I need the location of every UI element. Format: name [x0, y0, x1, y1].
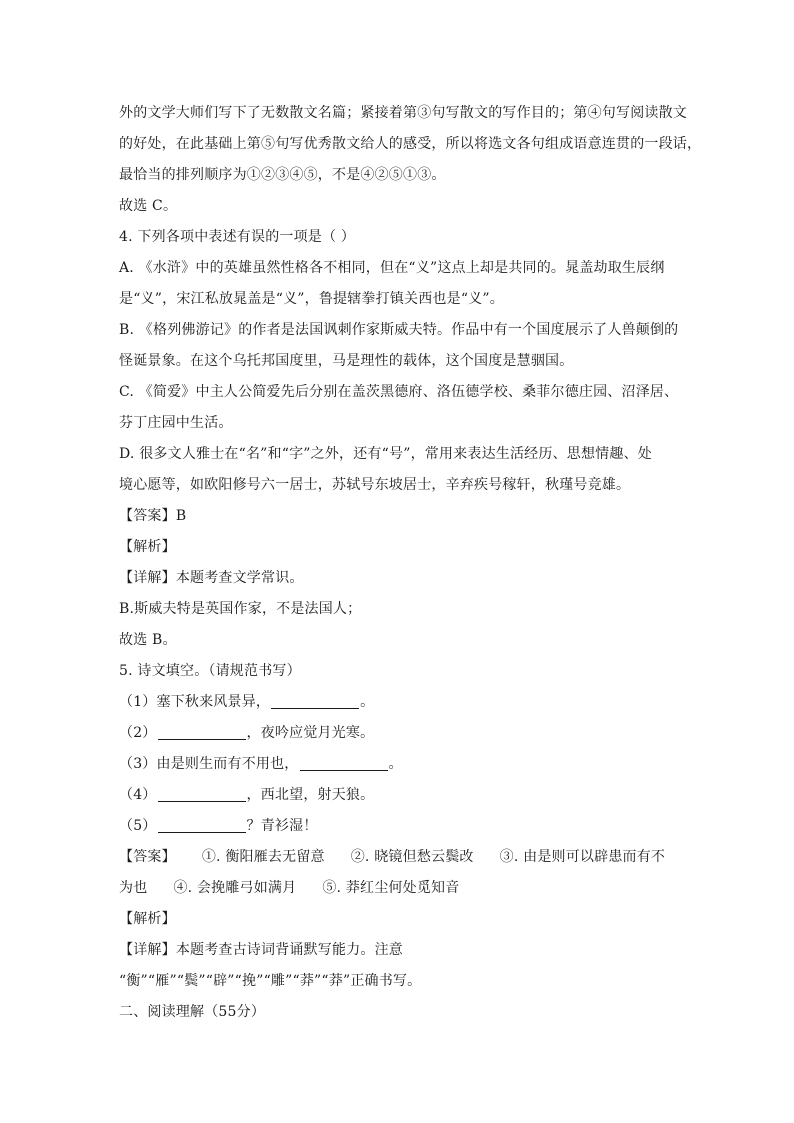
detail-tag: 【详解】 — [119, 570, 176, 586]
paragraph-line: 最恰当的排列顺序为①②③④⑤，不是④②⑤①③。 — [119, 167, 446, 183]
fill-blank-suffix: 。 — [388, 756, 403, 772]
answer-item: ⑤. 莽红尘何处觅知音 — [322, 880, 460, 896]
blank-line — [158, 818, 246, 833]
fill-blank-prefix: （1）塞下秋来风景异， — [119, 694, 271, 710]
detail-tag: 【详解】 — [119, 942, 176, 958]
question-5-title: 5. 诗文填空。（请规范书写） — [119, 663, 301, 679]
fill-blank-prefix: （4） — [119, 787, 157, 803]
fill-blank-item — [119, 687, 679, 718]
fill-blank-prefix: （5） — [119, 818, 157, 834]
choice-line: 故选 B。 — [119, 632, 177, 648]
paragraph-line: 的好处，在此基础上第⑤句写优秀散文给人的感受，所以将选文各句组成语意连贯的一段话， — [119, 136, 702, 152]
fill-blank-item — [119, 718, 679, 749]
answer-line — [119, 501, 679, 532]
answer-item: ②. 晓镜但愁云鬓改 — [350, 849, 474, 865]
answer-tag: 【答案】 — [119, 508, 176, 524]
option-c-line: C. 《简爱》中主人公简爱先后分别在盖茨黑德府、洛伍德学校、桑菲尔德庄园、沼泽居、 — [119, 384, 679, 400]
answer-item: ①. 衡阳雁去无留意 — [201, 849, 325, 865]
question-4-title: 4. 下列各项中表述有误的一项是（ ） — [119, 229, 356, 245]
detail-line — [119, 935, 679, 966]
blank-line — [158, 787, 246, 802]
paragraph-line: 外的文学大师们写下了无数散文名篇；紧接着第③句写散文的写作目的；第④句写阅读散文 — [119, 105, 687, 121]
answer-tag: 【答案】 — [119, 849, 176, 865]
answer-item: ④. 会挽雕弓如满月 — [173, 880, 297, 896]
fill-blank-suffix: ？青衫湿！ — [246, 818, 318, 834]
answer-item: ③. 由是则可以辟患而有不 — [499, 849, 666, 865]
section-heading: 二、阅读理解（55分） — [119, 1004, 266, 1020]
blank-line — [300, 756, 388, 771]
detail-line — [119, 563, 679, 594]
fill-blank-suffix: ，西北望，射天狼。 — [246, 787, 375, 803]
blank-line — [271, 694, 359, 709]
detail-text: 本题考查古诗词背诵默写能力。注意 — [175, 942, 404, 958]
option-a-line: A. 《水浒》中的英雄虽然性格各不相同，但在“义”这点上却是共同的。晁盖劫取生辰纲 — [119, 260, 665, 276]
fill-blank-suffix: ，夜吟应觉月光寒。 — [246, 725, 375, 741]
option-d-line: D. 很多文人雅士在“名”和“字”之外，还有“号”，常用来表达生活经历、思想情趣、处 — [119, 446, 652, 462]
answer-value: B — [175, 508, 187, 524]
blank-line — [158, 725, 246, 740]
reason-line: B.斯威夫特是英国作家，不是法国人； — [119, 601, 362, 617]
choice-line: 故选 C。 — [119, 198, 178, 214]
fill-blank-item — [119, 749, 679, 780]
fill-blank-item — [119, 780, 679, 811]
fill-blank-item — [119, 811, 679, 842]
option-b-line: B. 《格列佛游记》的作者是法国讽刺作家斯威夫特。作品中有一个国度展示了人兽颠倒的 — [119, 322, 679, 338]
option-c-line: 芬丁庄园中生活。 — [119, 415, 233, 431]
detail-text: 本题考查文学常识。 — [175, 570, 304, 586]
analysis-tag: 【解析】 — [119, 539, 176, 555]
detail-words: “衡”“雁”“鬓”“辟”“挽”“雕”“莽”“莽”正确书写。 — [119, 973, 422, 989]
fill-blank-prefix: （3）由是则生而有不用也， — [119, 756, 299, 772]
answer-line — [119, 842, 679, 873]
option-b-line: 怪诞景象。在这个乌托邦国度里，马是理性的载体，这个国度是慧骃国。 — [119, 353, 574, 369]
answer-item: 为也 — [119, 880, 148, 896]
fill-blank-suffix: 。 — [360, 694, 375, 710]
analysis-tag: 【解析】 — [119, 911, 176, 927]
fill-blank-prefix: （2） — [119, 725, 157, 741]
option-d-line: 境心愿等，如欧阳修号六一居士，苏轼号东坡居士，辛弃疾号稼轩，秋瑾号竞雄。 — [119, 477, 631, 493]
option-a-line: 是“义”，宋江私放晁盖是“义”，鲁提辖拳打镇关西也是“义”。 — [119, 291, 504, 307]
answer-line — [119, 873, 679, 904]
document-body — [119, 98, 702, 1028]
